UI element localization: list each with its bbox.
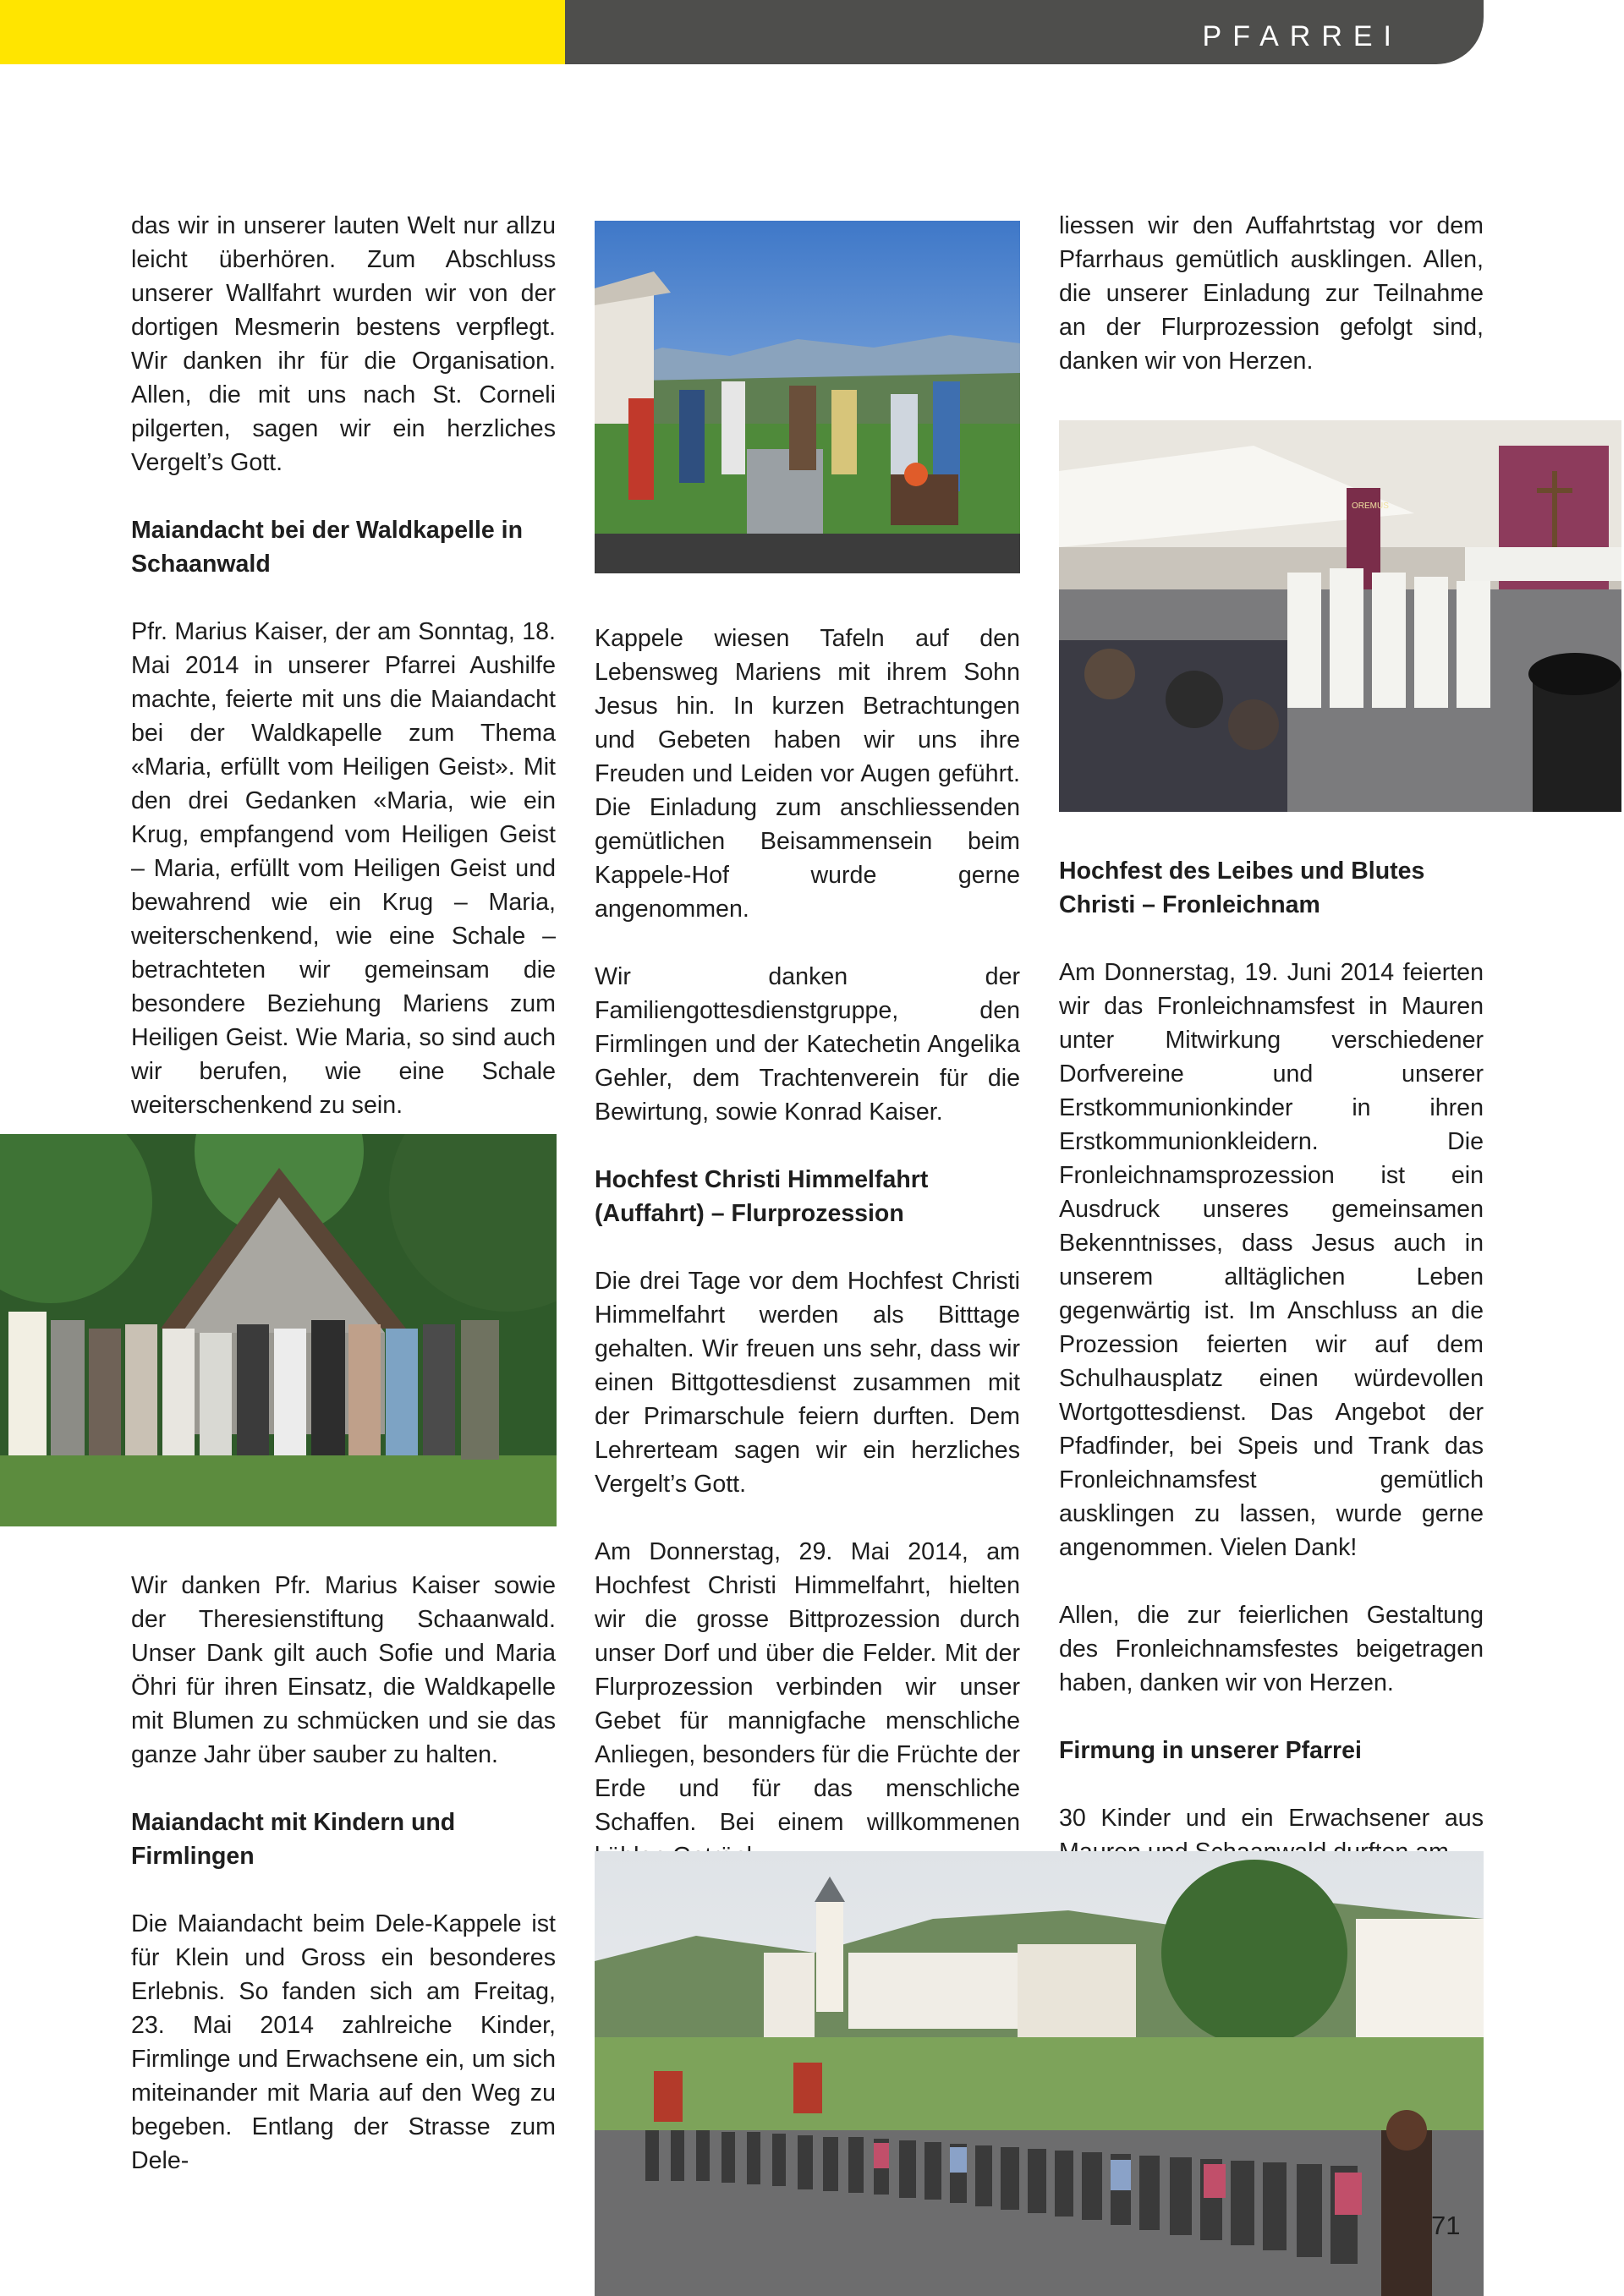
paragraph-flurprozession: Am Donnerstag, 29. Mai 2014, am Hochfest Christi Himmelfahrt, hielten wir die grosse Bittprozession durch unser Dorf und über die Felder. Mit der Flurprozession verbinden wir unser Gebet für mannigfache menschliche Anliegen, besonders für die Früchte der Erde und für das menschliche Schaffen. Bei einem willkommenen: [595, 1538, 1020, 1836]
photo-flurprozession: [595, 1851, 1484, 2296]
middle-column: [595, 622, 1020, 1873]
intro-paragraph: das wir in unserer lauten Welt nur allzu leicht überhören. Zum Abschluss unserer Wallfahrt wurden wir von der dortigen Mesmerin bestens verpflegt. Wir danken ihr für die Organisation. Allen, die mit uns nach St. Corneli pilgerten, sagen wir ein herzliches Vergelt’s Gott.: [131, 212, 556, 476]
paragraph-thanks-kaiser: Wir danken Pfr. Marius Kaiser sowie der Theresienstiftung Schaanwald. Unser Dank gilt auch Sofie und Maria Öhri für ihren Einsatz, die Waldkapelle mit Blumen zu schmücken und sie das ganze Jahr über sauber zu halten.: [131, 1572, 556, 1768]
paragraph-thanks-familiengottesdienst: Wir danken der Familiengottesdienstgruppe, den Firmlingen und der Katechetin Angelika Gehler, dem Trachtenverein für die Bewirtung, sowie Konrad Kaiser.: [595, 963, 1020, 1126]
paragraph-auffahrtstag: liessen wir den Auffahrtstag vor dem Pfarrhaus gemütlich ausklingen. Allen, die unserer Einladung zur Teilnahme an der Flurprozession gefolgt sind, danken wir von Herzen.: [1059, 212, 1484, 375]
page-number: 71: [1431, 2211, 1461, 2240]
paragraph-fronleichnam: Am Donnerstag, 19. Juni 2014 feierten wir das Fronleichnamsfest in Mauren unter Mitwirkung verschiedener Dorfvereine und unserer Erstkommunionkinder in ihren Erstkommunionkleidern. Die Fronleichnamsprozession ist ein Ausdruck unseres gemeinsamen Bekenntnisses, dass Jesus auch in unserem alltäglichen Leben gegenwärtig ist. Im Anschluss an die Prozession feierten wir auf dem Schulhausplatz einen würdevollen Wortgottesdienst. Das Angebot der Pfadfinder, bei Speis und Trank das Fronleichnamsfest gemütlich ausklingen zu lassen, wurde gerne angenommen. Vielen Dank!: [1059, 959, 1484, 1561]
paragraph-dele-kappele: Die Maiandacht beim Dele-Kappele ist für Klein und Gross ein besonderes Erlebnis. So fanden sich am Freitag, 23. Mai 2014 zahlreiche Kinder, Firmlinge und Erwachsene ein, um sich miteinander mit Maria auf den Weg zu begeben. Entlang der Strasse zum Dele-: [131, 1910, 556, 2174]
left-column-top: [131, 209, 556, 1122]
paragraph-firmung: 30 Kinder und ein Erwachsener aus: [1059, 1805, 1484, 1832]
paragraph-bitttage: Die drei Tage vor dem Hochfest Christi Himmelfahrt werden als Bitttage gehalten. Wir freuen uns sehr, dass wir einen Bittgottesdienst zusammen mit der Primarschule feiern durften. Dem Lehrerteam sagen wir ein herzliches Vergelt’s Gott.: [595, 1268, 1020, 1498]
right-column-main: [1059, 854, 1484, 1869]
photo-maiandacht-kinder: [595, 221, 1020, 573]
photo-fronleichnam: [1059, 420, 1621, 812]
paragraph-waldkapelle: Pfr. Marius Kaiser, der am Sonntag, 18. Mai 2014 in unserer Pfarrei Aushilfe machte, feierte mit uns die Maiandacht bei der Waldkapelle zum Thema «Maria, erfüllt vom Heiligen Geist». Mit den drei Gedanken «Maria, wie ein Krug, empfangend vom Heiligen Geist – Maria, erfüllt vom Heiligen Geist und bewahrend wie ein Krug – Maria, weiterschenkend, wie eine Schale – betrachteten wir gemeinsam die besondere Beziehung Mariens zum Heiligen Geist. Wie Maria, so sind auch wir berufen, wie eine Schale weiterschenkend zu sein.: [131, 618, 556, 1119]
header-accent-bar: [0, 0, 565, 64]
paragraph-thanks-fronleichnam: Allen, die zur feierlichen Gestaltung des Fronleichnamsfestes beigetragen haben, danken wir von Herzen.: [1059, 1602, 1484, 1696]
oremus-banner-text: OREMUS: [1352, 501, 1389, 511]
heading-fronleichnam: Hochfest des Leibes und Blutes Christi – Fronleichnam: [1059, 858, 1425, 918]
right-column-top: [1059, 209, 1484, 378]
section-label: PFARREI: [1202, 20, 1402, 52]
heading-firmung: Firmung in unserer Pfarrei: [1059, 1737, 1362, 1764]
left-column-bottom: [131, 1569, 556, 2178]
heading-maiandacht-kinder: Maiandacht mit Kindern und Firmlingen: [131, 1809, 456, 1870]
paragraph-lebensweg: Kappele wiesen Tafeln auf den Lebensweg Mariens mit ihrem Sohn Jesus hin. In kurzen Betrachtungen und Gebeten haben wir uns ihre Freuden und Leiden vor Augen geführt. Die Einladung zum anschliessenden gemütlichen Beisammensein beim Kappele-Hof wurde gerne angenommen.: [595, 625, 1020, 923]
heading-waldkapelle: Maiandacht bei der Waldkapelle in Schaanwald: [131, 517, 523, 578]
heading-himmelfahrt: Hochfest Christi Himmelfahrt (Auffahrt) – Flurprozession: [595, 1166, 929, 1227]
photo-waldkapelle-group: [0, 1134, 557, 1526]
